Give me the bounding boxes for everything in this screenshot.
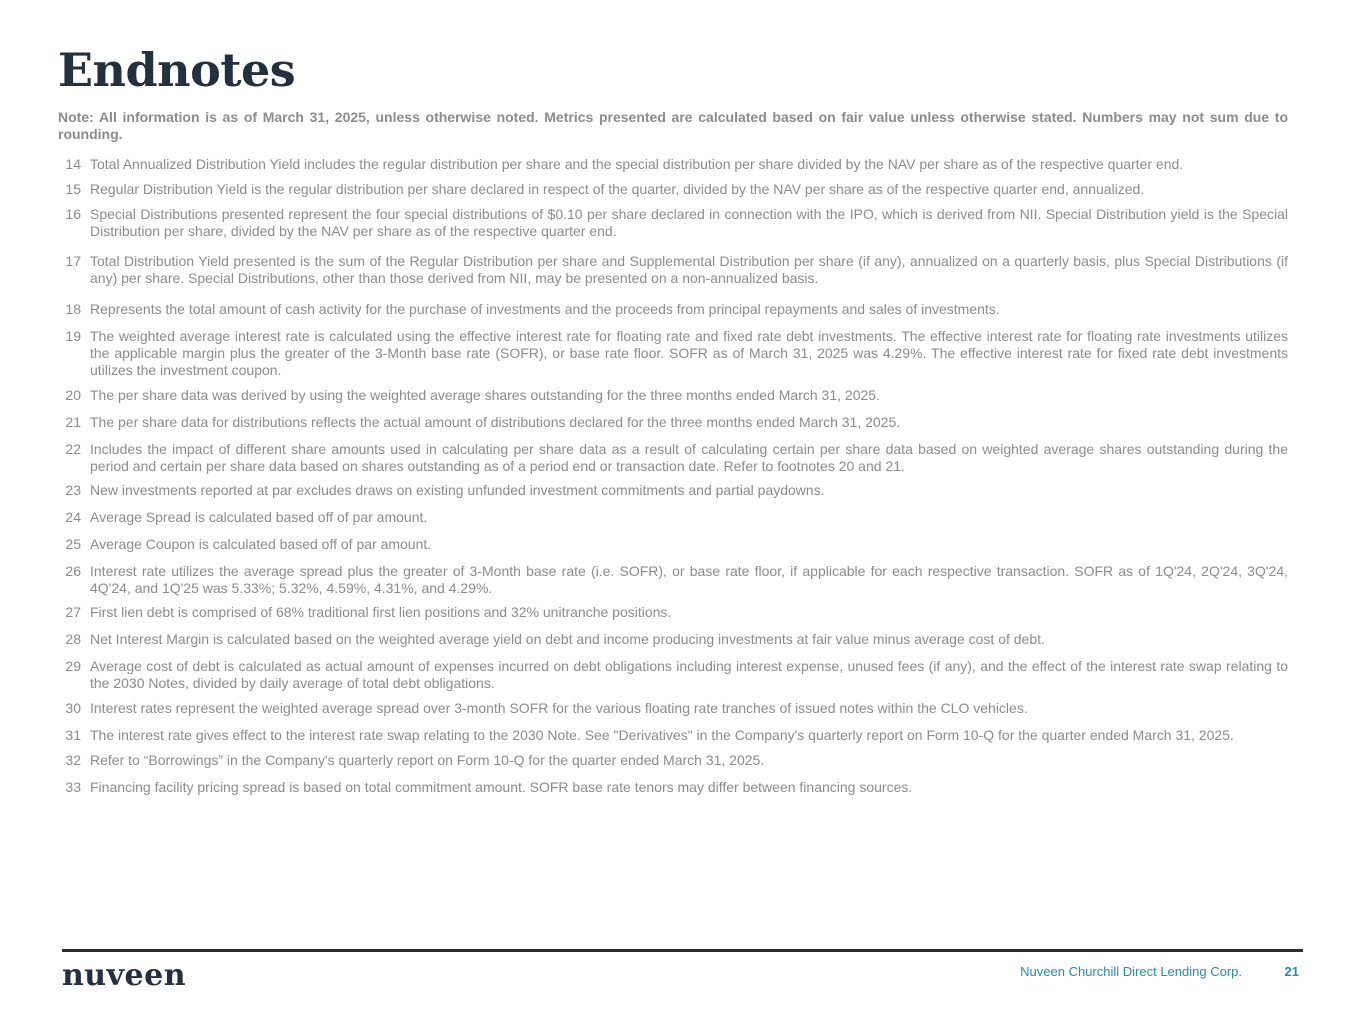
page-number: 21 — [1284, 964, 1299, 979]
endnote-number: 28 — [65, 631, 81, 647]
endnote-text: The interest rate gives effect to the interest rate swap relating to the 2030 Note. See "Derivatives" in the Company's quarterly report on Form 10-Q for the quarter ended March 31, 2025. — [90, 727, 1234, 743]
endnote-item — [58, 727, 1288, 744]
endnote-item — [58, 779, 1288, 796]
endnote-number: 20 — [65, 387, 81, 403]
endnote-item — [58, 604, 1288, 621]
endnote-text: Total Distribution Yield presented is the sum of the Regular Distribution per share and Supplemental Distribution per share (if any), annualized on a quarterly basis, plus Special Distributions (if any) per share. Special Distributions, other than those derived from NII, may be presented on a non-annualized basis. — [90, 253, 1288, 286]
endnote-item — [58, 752, 1288, 769]
endnote-number: 16 — [65, 206, 81, 222]
footer-divider — [62, 949, 1303, 952]
endnote-text: The per share data was derived by using the weighted average shares outstanding for the three months ended March 31, 2025. — [90, 387, 880, 403]
endnote-number: 32 — [65, 752, 81, 768]
endnote-text: Net Interest Margin is calculated based on the weighted average yield on debt and income producing investments at fair value minus average cost of debt. — [90, 631, 1045, 647]
endnote-number: 23 — [65, 482, 81, 498]
endnote-number: 33 — [65, 779, 81, 795]
endnote-item — [58, 509, 1288, 526]
endnote-text: Includes the impact of different share amounts used in calculating per share data as a result of calculating certain per share data based on weighted average shares outstanding during the period and certain per share data based on shares outstanding as of a period end or transaction date. Refer to footnotes 20 and 21. — [90, 441, 1288, 474]
endnote-item — [58, 631, 1288, 648]
endnote-text: The weighted average interest rate is calculated using the effective interest rate for floating rate and fixed rate debt investments. The effective interest rate for floating rate investments utilizes the applicable margin plus the greater of the 3-Month base rate (SOFR), or base rate floor. SOFR as of March 31, 2025 was 4.29%. The effective interest rate for fixed rate debt investments utilizes the investment coupon. — [90, 328, 1288, 378]
endnote-text: Financing facility pricing spread is based on total commitment amount. SOFR base rate tenors may differ between financing sources. — [90, 779, 913, 795]
endnote-number: 27 — [65, 604, 81, 620]
endnote-number: 31 — [65, 727, 81, 743]
nuveen-logo: nuveen — [62, 958, 187, 993]
endnote-item — [58, 414, 1288, 431]
endnote-item — [58, 301, 1288, 318]
endnote-number: 18 — [65, 301, 81, 317]
endnote-text: First lien debt is comprised of 68% traditional first lien positions and 32% unitranche positions. — [90, 604, 672, 620]
endnote-number: 21 — [65, 414, 81, 430]
endnote-text: Interest rates represent the weighted average spread over 3-month SOFR for the various floating rate tranches of issued notes within the CLO vehicles. — [90, 700, 1028, 716]
endnote-item — [58, 563, 1288, 597]
endnote-number: 19 — [65, 328, 81, 344]
endnote-text: Average Spread is calculated based off of par amount. — [90, 509, 428, 525]
endnote-item — [58, 206, 1288, 240]
endnote-item — [58, 658, 1288, 692]
endnote-text: Represents the total amount of cash activity for the purchase of investments and the proceeds from principal repayments and sales of investments. — [90, 301, 1000, 317]
endnote-item — [58, 482, 1288, 499]
endnote-number: 22 — [65, 441, 81, 457]
endnote-text: Regular Distribution Yield is the regular distribution per share declared in respect of the quarter, divided by the NAV per share as of the respective quarter end, annualized. — [90, 181, 1145, 197]
endnote-number: 17 — [65, 253, 81, 269]
general-note: Note: All information is as of March 31, 2025, unless otherwise noted. Metrics presented are calculated based on fair value unless otherwise stated. Numbers may not sum due to rounding. — [58, 109, 1288, 142]
endnote-text: New investments reported at par excludes draws on existing unfunded investment commitments and partial paydowns. — [90, 482, 825, 498]
endnote-item — [58, 156, 1288, 173]
endnote-item — [58, 328, 1288, 379]
endnote-number: 15 — [65, 181, 81, 197]
endnote-number: 24 — [65, 509, 81, 525]
endnote-number: 14 — [65, 156, 81, 172]
endnote-item — [58, 387, 1288, 404]
endnote-text: Total Annualized Distribution Yield includes the regular distribution per share and the special distribution per share divided by the NAV per share as of the respective quarter end. — [90, 156, 1184, 172]
endnote-item — [58, 253, 1288, 287]
endnote-text: Special Distributions presented represent the four special distributions of $0.10 per share declared in connection with the IPO, which is derived from NII. Special Distribution yield is the Special Distribution per share, divided by the NAV per share as of the respective quarter end. — [90, 206, 1288, 239]
endnote-text: Refer to “Borrowings” in the Company's quarterly report on Form 10-Q for the quarter ended March 31, 2025. — [90, 752, 765, 768]
endnote-text: Average Coupon is calculated based off of par amount. — [90, 536, 432, 552]
endnote-item — [58, 700, 1288, 717]
endnote-text: Interest rate utilizes the average spread plus the greater of 3-Month base rate (i.e. SOFR), or base rate floor, if applicable for each respective transaction. SOFR as of 1Q'24, 2Q'24, 3Q'24, 4Q'24, and 1Q'25 was 5.33%; 5.32%, 4.59%, 4.31%, and 4.29%. — [90, 563, 1288, 596]
endnote-number: 26 — [65, 563, 81, 579]
endnote-item — [58, 181, 1288, 198]
page-title: Endnotes — [58, 43, 296, 97]
company-name: Nuveen Churchill Direct Lending Corp. — [1020, 964, 1242, 979]
endnote-number: 25 — [65, 536, 81, 552]
endnote-item — [58, 441, 1288, 475]
endnote-number: 30 — [65, 700, 81, 716]
endnote-text: The per share data for distributions reflects the actual amount of distributions declared for the three months ended March 31, 2025. — [90, 414, 901, 430]
endnote-number: 29 — [65, 658, 81, 674]
endnote-item — [58, 536, 1288, 553]
endnote-text: Average cost of debt is calculated as actual amount of expenses incurred on debt obligations including interest expense, unused fees (if any), and the effect of the interest rate swap relating to the 2030 Notes, divided by daily average of total debt obligations. — [90, 658, 1288, 691]
